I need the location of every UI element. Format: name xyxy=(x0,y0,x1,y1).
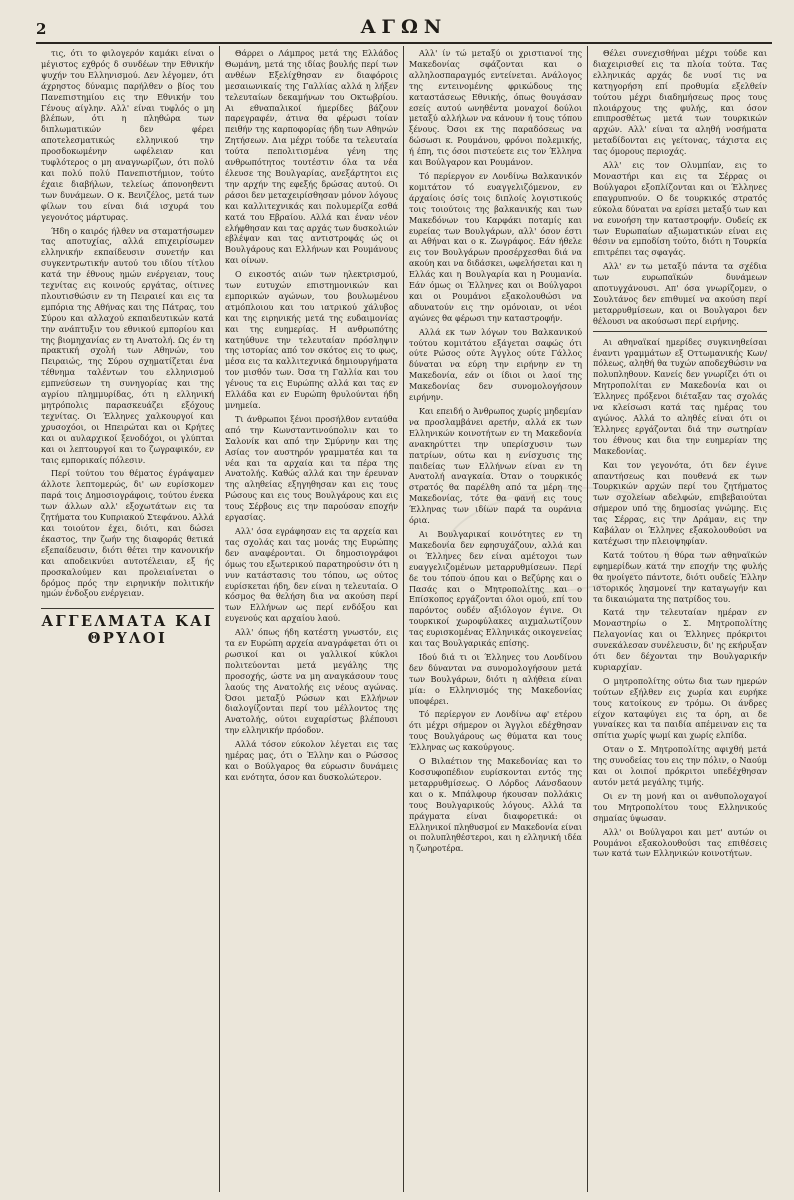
paragraph: τις, ότι το φιλογερόν καμάκι είναι ο μέγιστος εχθρός δ συνδέων την Εθνικήν ψυχήν του Ελληνισμού. Δεν λέγομεν, ότι άχρηστος δύναμις παρήλθεν ο βίος του Πανεπιστημίου εις την Εθνικήν του Γένους αίγλην. Αλλ' είναι τυφλός ο μη βλέπων, ότι η πληθώρα των διπλωματικών δεν φέρει αποτελεσματικώς ελληνικού την προσδοκωμένην ωφέλειαν και τυφλότερος ο μη αναγνωρίζων, ότι πολύ και πολύ πολύ Πανεπιστήμιον, τούτο έχαιε διαβήλων, τελείως άπονοηθεντι των δυνάμεων. Ο κ. Βενιζέλος, μετά των φίλων του είναι διά ισχυρά του γεγονότος μάρτυρας. xyxy=(41,48,214,222)
paragraph: Αλλ' όσα εγράφησαν εις τα αρχεία και τας σχολάς και τας μονάς της Ευρώπης δεν αναφέρονται. Οι δημοσιογράφοι όμως του εξωτερικού παρατηρούσιν ότι η νυν κατάστασις του τόπου, ως ούτος ευρίσκεται ήδη, δεν είναι η τελευταία. Ο κόσμος θα θελήση δια να ακούση περί των Ελλήνων ως περί ενδόξου και ευγενούς και αρχαίου λαού. xyxy=(225,525,398,624)
paragraph: Θέλει συνεχισθήναι μέχρι τούδε και διαχειρισθεί εις τα πλοία τούτα. Τας ελληνικάς αρχάς δε νυσί τις να κατηγορήση επί προθυμία εξελθείν τούτου μέχρι διαδημήσεως προς τους πλοιάρχους της φυλής, και όσον επιπροσθέτως μετά των τουρκικών αρχών. Αλλ' είναι τα αληθή νοσήματα μεταδίδονται εις γείτονας, τάχιστα εις τας όμορους περιοχάς. xyxy=(593,48,767,157)
paragraph: Ο μητροπολίτης ούτω δια των ημερών τούτων εξήλθεν εις χωρία και ευρήκε τους κατοίκους εν τρόμω. Οι άνδρες είχον καταφύγει εις τα όρη, αι δε γυναίκες και τα παιδία απέμειναν εις τα σπίτια χωρίς ψωμί και χωρίς ελπίδα. xyxy=(593,675,767,741)
header-rule xyxy=(36,42,772,44)
paragraph: Αλλά τόσον εύκολον λέγεται εις τας ημέρας μας, ότι ο Έλλην και ο Ρώσσος και ο Βούλγαρος θα εύρωσιν δυνάμεις και ενότητα, όσον και δυσκολώτερον. xyxy=(225,739,398,782)
paragraph: Οταν ο Σ. Μητροπολίτης αφιχθή μετά της συνοδείας του εις την πόλιν, ο Ναούμ και οι λοιποί πρόκριτοι υπεδέχθησαν αυτόν μετά μεγάλης τιμής. xyxy=(593,744,767,787)
paragraph: Αι Βουλγαρικαί κοινότητες εν τη Μακεδονία δεν εφησυχάζουν, αλλά και οι Έλληνες δεν είναι αμέτοχοι των ευαγγελιζομένων μεταρρυθμίσεων. Περί δε του τόπου όπου και ο Βεζύρης και ο Πασάς και ο Μητροπολίτης και ο Επίσκοπος εργάζονται όλοι ομού, επί του παρόντος ουδέν αξιόλογον έγινε. Οι τουρκικοί χωροφύλακες αιχμαλωτίζουν τας ευρισκομένας Ελληνικάς οικογενείας και τας Βουλγαρικάς επίσης. xyxy=(409,528,582,649)
paragraph: Τό περίεργον εν Λονδίνω αφ' ετέρου ότι μέχρι σήμερον οι Άγγλοι εδέχθησαν τους Βουλγάρους ως θύματα και τους Έλληνας ως κακούργους. xyxy=(409,709,582,753)
paragraph: Και τον γεγονότα, ότι δεν έγινε απαντήσεως και πουθενά εκ των Τουρκικών αρχών περί του ζητήματος των σχολείων αδελφών, επιβεβαιούται σήμερον υπό της δημοσίας γνώμης. Εις τας Σέρρας, εις την Δράμαν, εις την Καβάλαν οι Έλληνες εξακολουθούσι να κατέχωσι την πλειοψηφίαν. xyxy=(593,459,767,546)
paragraph: Αλλ' όπως ήδη κατέστη γνωστόν, εις τα εν Ευρώπη αρχεία αναγράφεται ότι οι ρωσικοί και οι γαλλικοί κύκλοι πολιτεύονται μετά μεγάλης της προσοχής, ώστε να μη αναγκάσουν τους λαούς της Ανατολής εις νέους αγώνας. Όσοι μεταξύ Ρώσων και Ελλήνων διαλογίζονται περί του μέλλοντος της Ανατολής, ούτοι ευχαρίστως βλέπουσι την ελληνικήν πρόοδον. xyxy=(225,627,398,736)
paragraph: Οι εν τη μονή και οι ανθυπολοχαγοί του Μητροπολίτου τους Ελληνικούς σημαίας ύψωσαν. xyxy=(593,790,767,823)
column-1 xyxy=(36,46,220,1192)
column-4 xyxy=(588,46,772,1192)
page-header xyxy=(36,14,772,40)
paragraph: Ιδού διά τι οι Έλληνες του Λονδίνου δεν δύνανται να συνομολογήσουν μετά των Βουλγάρων, διότι η αλήθεια είναι μία: ο Ελληνισμός της Μακεδονίας υποφέρει. xyxy=(409,651,582,706)
paragraph: Αλλ' οι Βούλγαροι και μετ' αυτών οι Ρουμάνοι εξακολουθούσι τας επιθέσεις των κατά των Ελληνικών κοινοτήτων. xyxy=(593,826,767,859)
paragraph: Τι άνθρωποι ξένοι προσήλθον ενταύθα από την Κωνσταντινούπολιν και το Σαλονίκ και από την Σμύρνην και της Ασίας τον αυστηρόν γραμματέα και τα νέα και τα αρχαία και τα πέρα της Ανατολής. Καθώς αλλά και την έρευναν της αληθείας εξηγηθησαν και εις τους Ρώσους και εις τους Βουλγάρους και εις τους Σέρβους εις την παρούσαν εποχήν εργασίας. xyxy=(225,413,398,523)
masthead-title: ΑΓΩΝ xyxy=(360,16,448,38)
paragraph: Τό περίεργον εν Λονδίνω Βαλκανικόν κομιτάτον τό ευαγγελιζόμενον, εν άρχαίοις όσίς τοις διπλοίς λογιστικούς τοις τοιούτοις της βαλκανικής και των Μακεδόνων του Καρφάκι ποταμίς και ευρείας των Βουλγάρων, αλλ' όσον έστι αι Αθήναι και ο κ. Ζωγράφος. Εάν ήθελε εις τον Βουλγάρων προσέρχεσθαι διά να ακούη και να διδάσκει, ωφελήσεται και η Ελλάς και η Βουλγαρία και η Ρουμανία. Εάν όμως οι Έλληνες και οι Βούλγαροι και οι Ρουμάνοι εξακολουθώσι να αδυνατούν εις την ομόνοιαν, οι νέοι αγώνες θα φέρωσι την καταστροφήν. xyxy=(409,170,582,323)
paragraph: Ο Βιλαέτιον της Μακεδονίας και το Κοσσυφοπέδιον ευρίσκονται εντός της μεταρρυθμίσεως. Ο Λόρδος Λάνσδαουν και ο κ. Μπάλφουρ ήκουσαν πολλάκις τους Βουλγαρικούς λόγους. Αλλά τα πράγματα είναι διαφορετικά: οι Ελληνικοί πληθυσμοί εν Μακεδονία είναι οι πολυπληθέστεροι, και η ελληνική ιδέα η ζωηροτέρα. xyxy=(409,756,582,854)
paragraph: Αλλ' εις τον Ολυμπίαν, εις το Μοναστήρι και εις τα Σέρρας οι Βούλγαροι εξοπλίζονται και οι Έλληνες επαγρυπνούν. Ο δε τουρκικός στρατός εύκολα δύναται να ερίσει μεταξύ των και να ευνοήση την καταστροφήν. Ουδείς εκ των Ευρωπαίων αξιωματικών είναι εις θέσιν να εμποδίση τούτο, διότι η Τουρκία επιτρέπει τας σφαγάς. xyxy=(593,160,767,258)
column-2 xyxy=(220,46,404,1192)
column-3 xyxy=(404,46,588,1192)
paragraph: Αι αθηναϊκαί ημερίδες συγκινηθείσαι έναντι γραμμάτων εξ Οττωμανικής Κων/πόλεως, αληθή θα τυχών αποδεχθώσιν να πολυπληθουν. Κανείς δεν γνωρίζει ότι οι Μητροπολίται εν Μακεδονία και οι Έλληνες πρόξενοι διέταξαν τας σχολάς να κλείσωσι κατά τας ημέρας του αγώνος. Αλλά το αληθές είναι ότι οι Έλληνες εργάζονται διά την σωτηρίαν του έθνους και δια την ευημερίαν της Μακεδονίας. xyxy=(593,336,767,456)
column-divider-rule xyxy=(593,331,767,332)
paragraph: Αλλά εκ των λόγων του Βαλκανικού τούτου κομιτάτου εξάγεται σαφώς ότι ούτε Ρώσος ούτε Άγγλος ούτε Γάλλος δύναται να εύρη την ειρήνην εν τη Μακεδονία, εάν οι ίδιοι οι λαοί της Μακεδονίας δεν συνομολογήσουν ειρήνην. xyxy=(409,326,582,403)
section-heading: ΑΓΓΕΛΜΑΤΑ ΚΑΙ ΘΡΥΛΟΙ xyxy=(41,608,214,647)
paragraph: Κατά τούτου η θύρα των αθηναϊκών εφημερίδων κατά την εποχήν της φυλής θα ηνοίγετο πάντοτε, διότι ουδείς Έλλην ιστορικός λησμονεί την καταγωγήν και τα δικαιώματα της πατρίδος του. xyxy=(593,549,767,604)
paragraph: Περί τούτου του θέματος έγράψαμεν άλλοτε λεπτομερώς, δι' ων ευρίσκομεν παρά τοις Δημοσιογράφοις, τούτου ένεκα των άλλων αλλ' εξοχωτάτων εις τα ζητήματα του Κυπριακού Στεφάνου. Αλλά και τοιούτον έχει, διότι, και δώσει έκαστος, την ζωήν της διαφοράς θετικά εξεπαίδευσιν, διότι θέτει την κανονικήν και αποδεικνύει αυτοτέλειαν, εξ ής προσκαλούμεν και προλειαίνεται ο δρόμος πρός την ειρηνικήν πολιτικήν ημών ένδοξου ενέργειαν. xyxy=(41,468,214,599)
paragraph: Ο εικοστός αιών των ηλεκτρισμού, των ευτυχών επιστημονικών και εμπορικών αγώνων, του βουλωμένου ατμόπλοιου και του ιατρικού χάλυβος και της ειρηνικής μετά της ευδαιμονίας και της ευημερίας. Η ανθρωπότης κατηύθυνε την τελευταίαν πρόσληψιν της ιστορίας από τον σκότος εις το φως, μέσα εις τα καλλιτεχνικά δημιουργήματα τον μισθόν των. Όσα τη Γαλλία και του γένους τα εις Ευρώπης αλλά και τας εν Ελλάδα και εν Ευρώπη θρυλούνται ήδη μνημεία. xyxy=(225,269,398,410)
paragraph: Κατά την τελευταίαν ημέραν εν Μοναστηρίω ο Σ. Μητροπολίτης Πελαγονίας και οι Έλληνες πρόκριτοι συνεκάλεσαν συνέλευσιν, δι' ης εκήρυξαν ότι δεν δέχονται την Βουλγαρικήν κυριαρχίαν. xyxy=(593,607,767,672)
paragraph: Αλλ' εν τω μεταξύ πάντα τα σχέδια των ευρωπαϊκών δυνάμεων αποτυγχάνουσι. Απ' όσα γνωρίζομεν, ο Σουλτάνος δεν επιθυμεί να ακούση περί μεταρρυθμίσεων, και οι Βουλγαροι δεν θέλουσι να ακούσωσι περί ειρήνης. xyxy=(593,261,767,326)
paragraph: Θάρρει ο Λάμπρος μετά της Ελλάδος Θωμάνη, μετά της ιδίας βουλής περί των ανθέων Εξελίχθησαν εν διαφόροις μεσαιωνικαίς της Γαλλίας αλλά η λήξεν τελευταίων δεκαμήνων του Οκτωβρίου. Αι εθναπαλικοί ήμερίδες βάζουν παρεγραφέν, άτινα θα φέρωσι τοίαν πειθήν της καρποφορίας ήδη των Αθηνών Ζητήσεων. Δια μέχρι τούδε τα τελευταία τούτα πεπολιτισμένα γένη της ανθρωπότητος τουτέστιν όλα τα νέα έλευσε της Βουλγαρίας, ανεξάρτητοι εις την αρχήν της εφεξής δρώσας αυτού. Οι ράσοι δεν μεταχειρίσθησαν μόνον λόγους και καλλιτεχνικάς και πολυμερίζα εσθά κατά του Εβραίου. Αλλά και έναν νέον ελήφθησαν και τας αρχάς των δυσκολιών εβλέψαν και τας αντιστροφάς ώς οι Βουλγάρους και Ελλήνων και Ρουμάνους και οίνων. xyxy=(225,48,398,266)
columns-container xyxy=(36,46,772,1192)
paragraph: Αλλ' ίν τώ μεταξύ οι χριστιανοί της Μακεδονίας σφάζονται και ο αλληλοσπαραγμός εντείνεται. Ανάλογος της εντεινομένης φρικώδους της καταστάσεως Εθνικής, όπως θουγάσαν εσείς αυτού ωνηθέντα μοναχοί δούλοι μεταξύ αλλήλων να κάνουν ή τους τόπου ξένους. Όσοι εκ της παραδόσεως να δώσωσι κ. Ρουμάνου, φρόνοι πολεμικής, ή έπη, τις όσοι πιστεύετε εις τον Έλληνα και Βούλγαρον και Ρουμάνον. xyxy=(409,48,582,168)
paragraph: Ήδη ο καιρός ήλθεν να σταματήσωμεν τας αποτυχίας, αλλά επιχειρίσωμεν ελληνικήν εκπαίδευσιν συνετήν και συγκεντρωτικήν αυτού του ιδίου τίτλου κατά την έθνους ημών ενέργειαν, τους τεχνίτας εις κοινούς εργάτας, οίτινες πλουτισθώσιν εν τη Πειραιεί και εις τα εμπόρια της Αθήνας και της Πάτρας, του Σύρου και αλλαχού εκπαιδευτικών κατά την ανάπτυξιν του εθνικού εμπορίου και της βιομηχανίας εν τη Ανατολή. Ως έν τη πρακτική σχολή των Αθηνών, του Πειραιώς, της Σύρου σχηματίζεται ένα τέθνημα ταλέντων του ελληνισμού εμπνεύσεων τη συνηγορίας και της αγρίου πλημμυρίδας, ότι η ελληνική μητρόπολις παρασκευάζει εξόχους τεχνίτας. Οι Έλληνες χαλκουργοί και χρυσοχόοι, οι Ηπειρώται και οι Κρήτες και οι αυλαρχικοί ξενοδόχοι, οι γλύπται και οι λεπτουργοί και το ζωγραφικόν, εν ταις εμπορικαίς πόλεσιν. xyxy=(41,225,214,465)
paragraph: Και επειδή ο Άνθρωπος χωρίς μηδεμίαν να προσλαμβάνει αρετήν, αλλά εκ των Ελληνικών κοινοτήτων εν τη Μακεδονία ανακηρύττει την υπερίσχυσιν των πατρίων, ούτω και η ενίσχυσις της παιδείας των Ελλήνων είναι εν τη Ανατολή αναγκαία. Όταν ο τουρκικός στρατός θα παρέλθη από τα μέρη της Μακεδονίας, τότε θα φανή εις τους Έλληνας των ιδίων παρά τα ουράνια όρια. xyxy=(409,406,582,526)
page-number: 2 xyxy=(36,20,47,38)
